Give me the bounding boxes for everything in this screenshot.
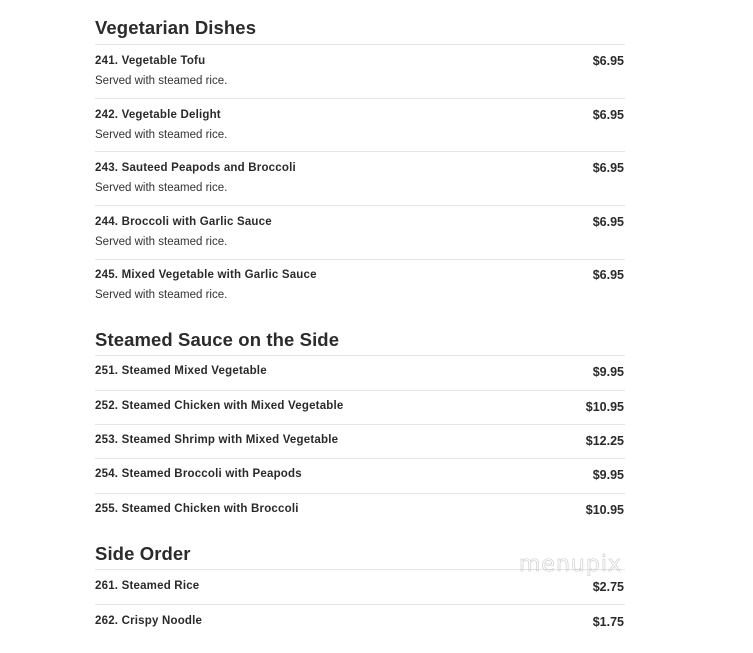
item-price: $6.95 [592,215,624,229]
divider [95,259,625,260]
divider [95,604,625,605]
divider [95,44,625,45]
item-name: 253. Steamed Shrimp with Mixed Vegetable [95,434,339,446]
item-name: 251. Steamed Mixed Vegetable [95,365,267,377]
item-name: 242. Vegetable Delight [95,109,221,121]
item-price: $6.95 [592,268,624,282]
divider [95,390,625,391]
item-price: $10.95 [585,503,624,517]
item-name: 254. Steamed Broccoli with Peapods [95,468,302,480]
item-price: $6.95 [592,108,624,122]
item-name: 262. Crispy Noodle [95,615,203,627]
menupix-watermark: menupix [519,552,622,577]
divider [95,98,625,99]
item-price: $2.75 [592,580,624,594]
item-price: $1.75 [592,615,624,629]
item-name: 252. Steamed Chicken with Mixed Vegetable [95,400,344,412]
item-price: $6.95 [592,54,624,68]
item-description: Served with steamed rice. [95,182,228,194]
divider [95,205,625,206]
item-name: 244. Broccoli with Garlic Sauce [95,216,272,228]
item-price: $6.95 [592,161,624,175]
section-title-vegetarian-dishes: Vegetarian Dishes [95,17,257,38]
item-price: $9.95 [592,468,624,482]
item-name: 255. Steamed Chicken with Broccoli [95,503,299,515]
item-description: Served with steamed rice. [95,236,228,248]
item-price: $10.95 [585,400,624,414]
divider [95,493,625,494]
item-description: Served with steamed rice. [95,75,228,87]
item-price: $12.25 [585,434,624,448]
item-description: Served with steamed rice. [95,129,228,141]
divider [95,458,625,459]
item-name: 261. Steamed Rice [95,580,200,592]
section-title-steamed-sauce-on-the-side: Steamed Sauce on the Side [95,329,340,350]
divider [95,355,625,356]
divider [95,151,625,152]
section-title-side-order: Side Order [95,543,191,564]
item-name: 241. Vegetable Tofu [95,55,206,67]
item-name: 245. Mixed Vegetable with Garlic Sauce [95,269,317,281]
item-price: $9.95 [592,365,624,379]
item-name: 243. Sauteed Peapods and Broccoli [95,162,296,174]
item-description: Served with steamed rice. [95,289,228,301]
divider [95,424,625,425]
